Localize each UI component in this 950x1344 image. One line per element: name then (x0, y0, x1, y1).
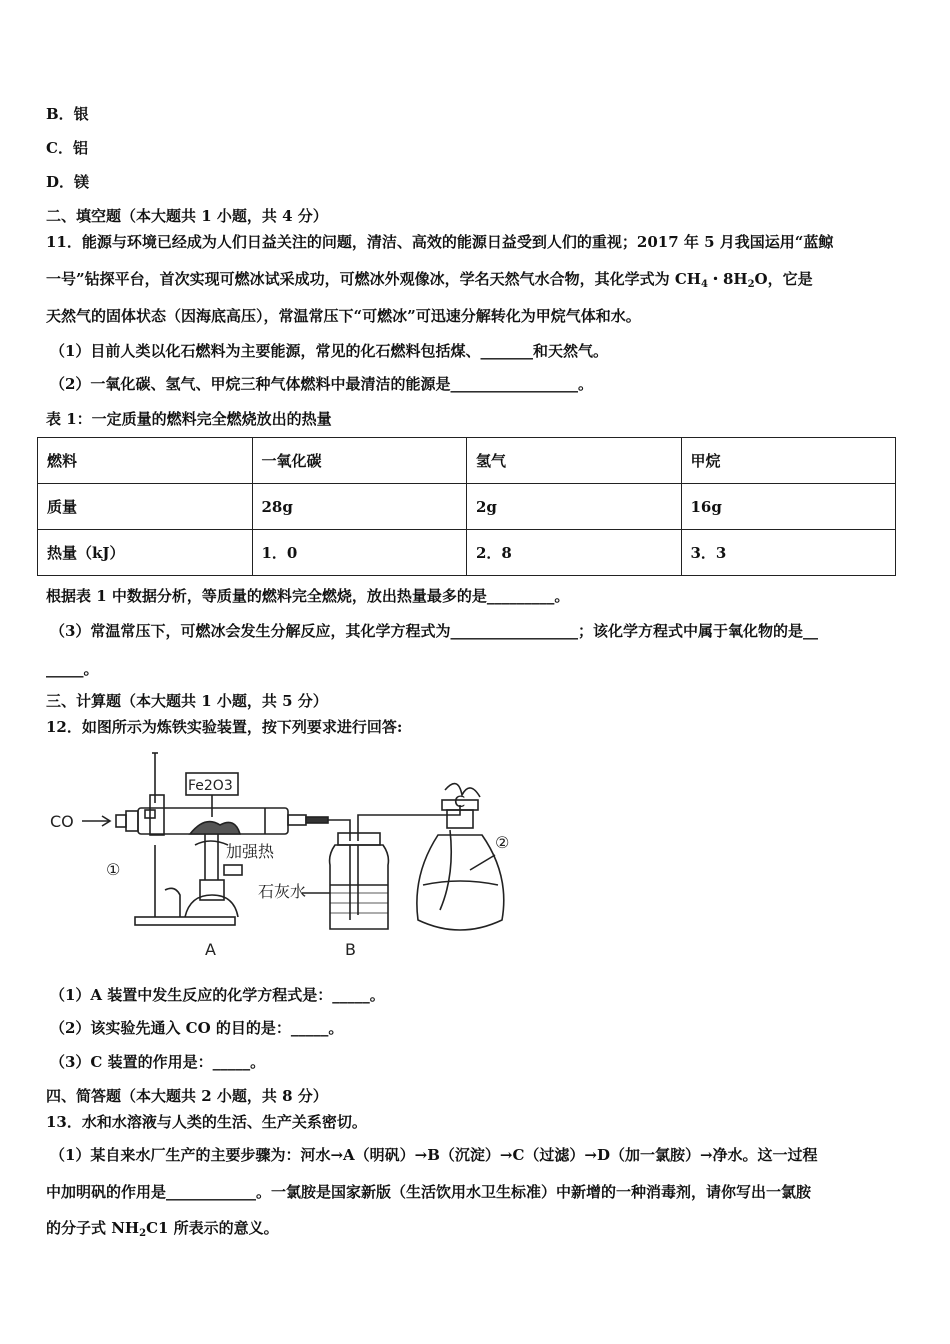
option-c: C．铝 (46, 139, 88, 157)
q11-line2-sub4: 4 (700, 279, 708, 290)
table-caption: 表 1：一定质量的燃料完全燃烧放出的热量 (46, 410, 332, 428)
table-cell: 氢气 (467, 438, 682, 484)
table-cell: 质量 (38, 484, 253, 530)
q13-line3-sub: 2 (139, 1228, 147, 1239)
section2-heading: 二、填空题（本大题共 1 小题，共 4 分） (46, 207, 328, 225)
table-row (38, 484, 896, 530)
table-cell: 燃料 (38, 438, 253, 484)
table-cell: 28g (252, 484, 467, 530)
q11-part2: （2）一氧化碳、氢气、甲烷三种气体燃料中最清洁的能源是_________________。 (50, 375, 593, 393)
q11-line3: 天然气的固体状态（因海底高压），常温常压下“可燃冰”可迅速分解转化为甲烷气体和水。 (46, 307, 641, 325)
co-label: CO (50, 812, 74, 831)
q13-part1-line2: 中加明矾的作用是____________。一氯胺是国家新版（生活饮用水卫生标准）中新增的一种消毒剂，请你写出一氯胺 (46, 1183, 812, 1201)
q11-line2-sub2: 2 (747, 279, 755, 290)
limewater-label: 石灰水 (258, 882, 307, 901)
q11-line2 (46, 268, 813, 290)
marker-2: ② (495, 833, 510, 852)
q13-part1-line3 (46, 1217, 279, 1239)
fe2o3-label: Fe2O3 (188, 778, 233, 794)
q11-part3-cont: _____。 (46, 660, 99, 678)
q12-part3: （3）C 装置的作用是：_____。 (50, 1053, 266, 1071)
heat-label: 加强热 (226, 842, 275, 861)
table-cell: 3．3 (681, 530, 896, 576)
fuel-heat-table (37, 437, 896, 576)
table-cell: 热量（kJ） (38, 530, 253, 576)
option-d: D．镁 (46, 173, 90, 191)
table-row (38, 438, 896, 484)
q12-stem: 12．如图所示为炼铁实验装置，按下列要求进行回答: (46, 718, 403, 736)
section3-heading: 三、计算题（本大题共 1 小题，共 5 分） (46, 692, 328, 710)
marker-1: ① (106, 860, 121, 879)
q13-line3-b: C1 所表示的意义。 (146, 1219, 279, 1237)
table-cell: 1．0 (252, 530, 467, 576)
q11-part1: （1）目前人类以化石燃料为主要能源，常见的化石燃料包括煤、_______和天然气。 (50, 342, 608, 360)
q11-line2-b: ・8H (707, 270, 748, 288)
q12-part1: （1）A 装置中发生反应的化学方程式是：_____。 (50, 986, 385, 1004)
q11-part3: （3）常温常压下，可燃冰会发生分解反应，其化学方程式为_________________；该化学方程式中属于氧化物的是__ (50, 622, 818, 640)
q13-part1-line1: （1）某自来水厂生产的主要步骤为：河水→A（明矾）→B（沉淀）→C（过滤）→D（加一氯胺）→净水。这一过程 (50, 1146, 818, 1164)
q13-stem: 13．水和水溶液与人类的生活、生产关系密切。 (46, 1113, 367, 1131)
section4-heading: 四、简答题（本大题共 2 小题，共 8 分） (46, 1087, 328, 1105)
q12-part2: （2）该实验先通入 CO 的目的是：_____。 (50, 1019, 344, 1037)
q11-analysis: 根据表 1 中数据分析，等质量的燃料完全燃烧，放出热量最多的是_________。 (46, 587, 570, 605)
table-cell: 2g (467, 484, 682, 530)
q13-line3-a: 的分子式 NH (46, 1219, 140, 1237)
q11-line2-a: 一号”钻探平台，首次实现可燃冰试采成功，可燃冰外观像冰，学名天然气水合物，其化学式为 CH (46, 270, 701, 288)
label-c: C (454, 792, 466, 811)
table-cell: 一氧化碳 (252, 438, 467, 484)
table-cell: 甲烷 (681, 438, 896, 484)
ironmaking-apparatus-figure (40, 745, 520, 965)
table-cell: 2．8 (467, 530, 682, 576)
option-b: B．银 (46, 105, 89, 123)
q11-line1: 11．能源与环境已经成为人们日益关注的问题，清洁、高效的能源日益受到人们的重视；2017 年 5 月我国运用“蓝鲸 (46, 233, 834, 251)
label-a: A (205, 940, 216, 959)
q11-line2-c: O，它是 (754, 270, 813, 288)
table-row (38, 530, 896, 576)
label-b: B (345, 940, 356, 959)
table-cell: 16g (681, 484, 896, 530)
